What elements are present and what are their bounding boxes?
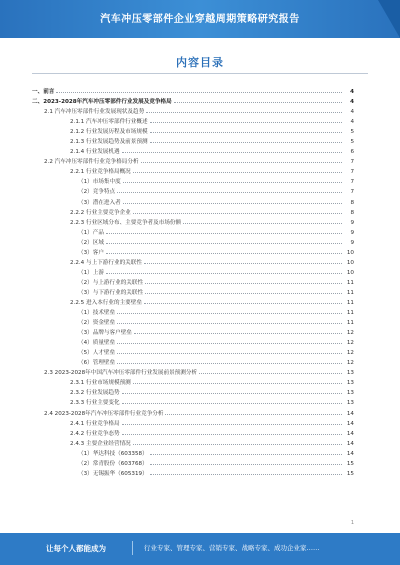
toc-leader-dots [199,367,342,374]
toc-leader-dots [150,116,342,123]
toc-entry-text: 2.4.2 行业竞争态势 [70,430,120,437]
toc-entry[interactable] [32,217,354,227]
toc-entry[interactable] [32,468,354,478]
toc-entry[interactable] [32,438,354,448]
toc-entry-text: （1）上游 [78,269,104,276]
toc-entry-page: 5 [350,139,354,146]
toc-entry-page: 7 [350,189,354,196]
toc-leader-dots [123,176,342,183]
toc-entry[interactable] [32,126,354,136]
toc-entry-page: 9 [350,229,354,236]
toc-leader-dots [150,448,342,455]
toc-leader-dots [122,146,342,153]
toc-entry-text: （5）人才壁垒 [78,350,116,357]
toc-entry[interactable] [32,197,354,207]
toc-entry-page: 4 [350,119,354,126]
toc-leader-dots [106,237,342,244]
toc-entry[interactable] [32,267,354,277]
toc-entry-page: 11 [346,289,354,296]
toc-leader-dots [133,377,342,384]
toc-entry-page: 7 [350,179,354,186]
header-banner [0,0,400,38]
toc-entry-text: （1）技术壁垒 [78,310,116,317]
toc-entry-page: 10 [346,269,354,276]
toc-entry-text: （3）品牌与客户壁垒 [78,330,132,337]
toc-leader-dots [145,287,342,294]
toc-leader-dots [165,408,342,415]
toc-entry[interactable] [32,207,354,217]
toc-leader-dots [122,387,342,394]
toc-entry[interactable] [32,357,354,367]
toc-entry[interactable] [32,156,354,166]
table-of-contents [32,86,354,478]
toc-entry[interactable] [32,257,354,267]
footer-slogan-left: 让每个人都能成为 [46,544,106,553]
toc-entry-text: 一、前言 [32,89,55,95]
toc-leader-dots [150,468,342,475]
toc-entry[interactable] [32,377,354,387]
toc-leader-dots [133,166,342,173]
toc-entry-page: 11 [346,310,354,317]
toc-entry-page: 14 [346,420,354,427]
toc-entry-page: 10 [346,249,354,256]
toc-entry-page: 12 [346,360,354,367]
toc-entry[interactable] [32,347,354,357]
toc-entry-text: （3）潜在进入者 [78,199,121,206]
toc-entry[interactable] [32,277,354,287]
toc-entry-page: 11 [346,299,354,306]
toc-entry-page: 6 [350,149,354,156]
toc-leader-dots [117,307,342,314]
toc-leader-dots [122,397,342,404]
toc-leader-dots [106,227,342,234]
toc-entry-page: 12 [346,340,354,347]
toc-entry[interactable] [32,96,354,106]
toc-entry-page: 4 [350,109,354,116]
toc-entry-text: 二、2023-2028年汽车冲压零部件行业发展及竞争格局 [32,99,172,106]
toc-entry[interactable] [32,116,354,126]
toc-entry-text: （4）质量壁垒 [78,340,116,347]
toc-leader-dots [56,86,342,93]
toc-entry[interactable] [32,397,354,407]
toc-entry-page: 10 [346,259,354,266]
toc-entry-page: 15 [346,460,354,467]
toc-entry-text: 2.2.4 与上下游行业的关联性 [70,259,142,266]
toc-entry-text: （2）资金壁垒 [78,320,116,327]
toc-entry-text: 2.4.1 行业竞争格局 [70,420,120,427]
toc-entry[interactable] [32,166,354,176]
toc-leader-dots [123,197,342,204]
toc-leader-dots [117,186,342,193]
toc-entry-text: 2.4 2023-2028年汽车冲压零部件行业竞争分析 [44,410,164,417]
toc-entry-text: 2.1.2 行业发展历程及市场规模 [70,129,148,136]
toc-entry-page: 7 [350,159,354,166]
toc-title: 内容目录 [176,56,224,69]
toc-entry[interactable] [32,458,354,468]
toc-entry-page: 9 [350,239,354,246]
toc-entry[interactable] [32,106,354,116]
toc-entry-page: 9 [350,219,354,226]
header-corner-decoration [378,0,400,38]
toc-leader-dots [134,327,342,334]
toc-entry-page: 14 [346,410,354,417]
toc-entry-page: 13 [346,400,354,407]
toc-leader-dots [150,458,342,465]
toc-entry[interactable] [32,428,354,438]
toc-leader-dots [141,156,342,163]
toc-entry[interactable] [32,337,354,347]
footer-slogan-right: 行业专家、管理专家、营销专家、战略专家、成功企业家…… [144,544,320,552]
toc-entry[interactable] [32,146,354,156]
toc-leader-dots [150,126,342,133]
toc-entry-page: 14 [346,440,354,447]
toc-entry-page: 11 [346,279,354,286]
toc-entry-page: 15 [346,470,354,477]
toc-entry-text: 2.2.2 行业主要竞争企业 [70,209,131,216]
toc-leader-dots [144,257,342,264]
toc-entry[interactable] [32,86,354,96]
toc-entry-text: 2.4.3 主要企业经营情况 [70,440,131,447]
toc-entry[interactable] [32,307,354,317]
toc-entry-text: （3）与下游行业的关联性 [78,289,144,296]
toc-leader-dots [183,217,342,224]
toc-entry-text: （2）竞争特点 [78,189,116,196]
toc-leader-dots [122,418,342,425]
toc-entry-text: （2）区域 [78,239,104,246]
toc-leader-dots [106,247,342,254]
toc-entry-page: 4 [350,99,354,106]
toc-entry[interactable] [32,367,354,377]
toc-entry-page: 11 [346,320,354,327]
toc-entry-text: 2.2 汽车冲压零部件行业竞争格局分析 [44,159,139,166]
toc-entry-page: 13 [346,390,354,397]
toc-leader-dots [150,136,342,143]
toc-entry-text: 2.1 汽车冲压零部件行业发展现状及趋势 [44,109,145,116]
toc-entry-text: 2.2.3 行业区域分布、主要竞争者及市场份额 [70,219,182,226]
toc-leader-dots [117,357,342,364]
toc-entry[interactable] [32,448,354,458]
toc-entry-text: 2.1.4 行业发展机遇 [70,149,120,156]
toc-leader-dots [122,428,342,435]
toc-entry-text: 2.1.3 行业发展趋势及前景预测 [70,139,148,146]
toc-leader-dots [117,347,342,354]
toc-entry[interactable] [32,297,354,307]
toc-entry-text: （3）客户 [78,249,104,256]
toc-leader-dots [174,96,342,103]
toc-leader-dots [146,106,342,113]
toc-entry[interactable] [32,418,354,428]
toc-entry-page: 13 [346,370,354,377]
toc-entry-page: 14 [346,450,354,457]
toc-entry-page: 4 [350,89,354,95]
toc-entry-page: 13 [346,380,354,387]
toc-entry-text: （2）与上游行业的关联性 [78,279,144,286]
toc-entry-page: 14 [346,430,354,437]
toc-entry-text: 2.2.5 进入本行业的主要壁垒 [70,299,142,306]
toc-entry-page: 5 [350,129,354,136]
footer-divider [132,541,133,555]
toc-leader-dots [133,207,342,214]
toc-leader-dots [133,438,342,445]
toc-entry-page: 7 [350,169,354,176]
toc-entry-page: 8 [350,199,354,206]
footer-banner [0,533,400,565]
toc-entry-text: （6）管理壁垒 [78,360,116,367]
toc-entry[interactable] [32,247,354,257]
toc-leader-dots [144,297,342,304]
toc-entry-text: （1）市场集中度 [78,179,121,186]
toc-entry-text: （1）华达科技（603358） [78,450,148,457]
toc-entry-text: 2.2.1 行业竞争格局概况 [70,169,131,176]
toc-entry-page: 8 [350,209,354,216]
toc-entry-text: 2.1.1 汽车冲压零部件行业概述 [70,119,148,126]
toc-entry[interactable] [32,176,354,186]
page-number: 1 [350,520,354,526]
toc-entry[interactable] [32,327,354,337]
report-title: 汽车冲压零部件企业穿越周期策略研究报告 [100,14,300,25]
toc-entry-text: （3）无锡振华（605319） [78,470,148,477]
toc-leader-dots [117,317,342,324]
toc-entry[interactable] [32,227,354,237]
toc-entry-text: （2）常青股份（603768） [78,460,148,467]
toc-entry-page: 12 [346,350,354,357]
toc-entry-text: 2.3.1 行业市场规模预测 [70,380,131,387]
toc-entry[interactable] [32,136,354,146]
toc-entry[interactable] [32,317,354,327]
toc-entry[interactable] [32,237,354,247]
toc-entry[interactable] [32,287,354,297]
toc-leader-dots [145,277,342,284]
toc-leader-dots [106,267,342,274]
toc-entry[interactable] [32,186,354,196]
toc-entry-text: 2.3.2 行业发展趋势 [70,390,120,397]
toc-entry-text: 2.3 2023-2028年中国汽车冲压零部件行业发展前景预测分析 [44,370,198,377]
toc-entry-text: （1）产品 [78,229,104,236]
toc-leader-dots [117,337,342,344]
toc-entry-page: 12 [346,330,354,337]
toc-entry[interactable] [32,387,354,397]
toc-entry[interactable] [32,408,354,418]
toc-divider [32,73,368,74]
toc-entry-text: 2.3.3 行业主要变化 [70,400,120,407]
